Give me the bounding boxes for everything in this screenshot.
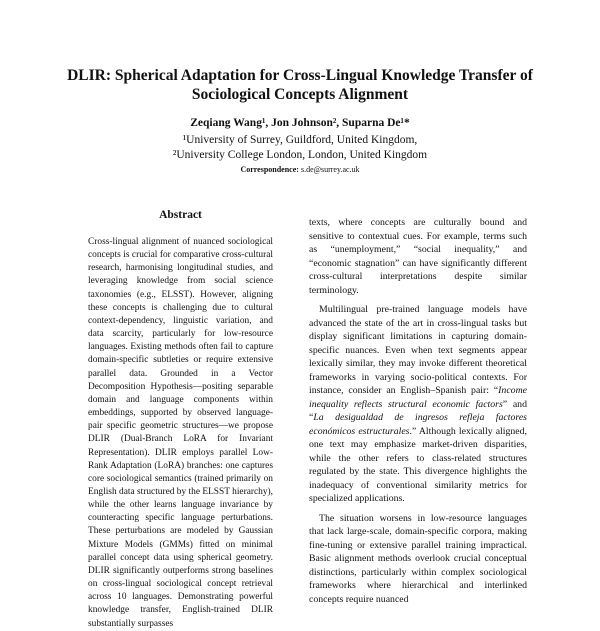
abstract-text: Cross-lingual alignment of nuanced sociological concepts is crucial for comparative cross-cultural research, harmonising longitudinal studies, and leveraging knowledge from social science taxonomies (e.g., ELSST). However, aligning these concepts is challenging due to cultural context-dependency, linguistic variation, and data scarcity, particularly for low-resource languages. Existing methods often fail to capture domain-specific subtleties or require extensive parallel data. Grounded in a Vector Decomposition Hypothesis—positing separable domain and language components within embeddings, supported by observed language-pair specific geometric structures—we propose DLIR (Dual-Branch LoRA for Invariant Representation). DLIR employs parallel Low-Rank Adaptation (LoRA) branches: one captures core sociological semantics (trained primarily on English data structured by the ELSST hierarchy), while the other learns language invariance by counteracting specific language perturbations. These perturbations are modeled by Gaussian Mixture Models (GMMs) fitted on minimal parallel concept data using spherical geometry. DLIR significantly outperforms strong baselines on cross-lingual sociological concept retrieval across 10 languages. Demonstrating powerful knowledge transfer, English-trained DLIR substantially surpasses [88, 237, 273, 629]
intro-paragraph-2 [309, 303, 527, 506]
intro-paragraph-3: The situation worsens in low-resource languages that lack large-scale, domain-specific corpora, making fine-tuning or extensive parallel training impractical. Basic alignment methods overlook crucial conceptual distinctions, particularly within complex sociological frameworks where hierarchical and interlinked concepts require nuanced [309, 512, 527, 605]
abstract-body [88, 236, 273, 629]
spanish-example: La desigualdad de ingresos refleja factores económicos estructurales [309, 412, 527, 437]
english-example: Income inequality reflects structural economic factors [309, 385, 527, 410]
title-line-1: DLIR: Spherical Adaptation for Cross-Lingual Knowledge Transfer of [67, 67, 533, 84]
title-line-2: Sociological Concepts Alignment [191, 86, 409, 103]
affiliations [40, 133, 560, 163]
intro-paragraph-1: texts, where concepts are culturally bound and sensitive to contextual cues. For example, terms such as “unemployment,” “social inequality,” and “economic stagnation” can have significantly different cross-cultural interpretations despite similar terminology. [309, 217, 527, 296]
abstract-heading: Abstract [159, 209, 202, 221]
intro-p2-part-b: ” and “ [309, 398, 527, 423]
correspondence [40, 165, 560, 175]
author-list: Zeqiang Wang¹, Jon Johnson², Suparna De¹* [190, 117, 410, 129]
paper-title [40, 66, 560, 104]
affiliation-2: ²University College London, London, United Kingdom [172, 149, 428, 161]
correspondence-label: Correspondence: [240, 165, 299, 174]
affiliation-1: ¹University of Surrey, Guildford, United Kingdom, [182, 134, 418, 146]
introduction-column [309, 216, 527, 605]
correspondence-email[interactable]: s.de@surrey.ac.uk [300, 165, 360, 174]
intro-p2-part-c: .” Although lexically aligned, one text may emphasize market-driven disparities, while the other refers to class-related structures regulated by the state. This divergence highlights the inadequacy of conventional similarity metrics for specialized applications. [309, 425, 527, 504]
intro-p2-part-a: Multilingual pre-trained language models have advanced the state of the art in cross-lingual tasks but display significant limitations in capturing domain-specific nuances. Even when text segments appear lexically similar, they may invoke different theoretical frameworks in varying socio-political contexts. For instance, consider an English–Spanish pair: “ [309, 304, 527, 396]
